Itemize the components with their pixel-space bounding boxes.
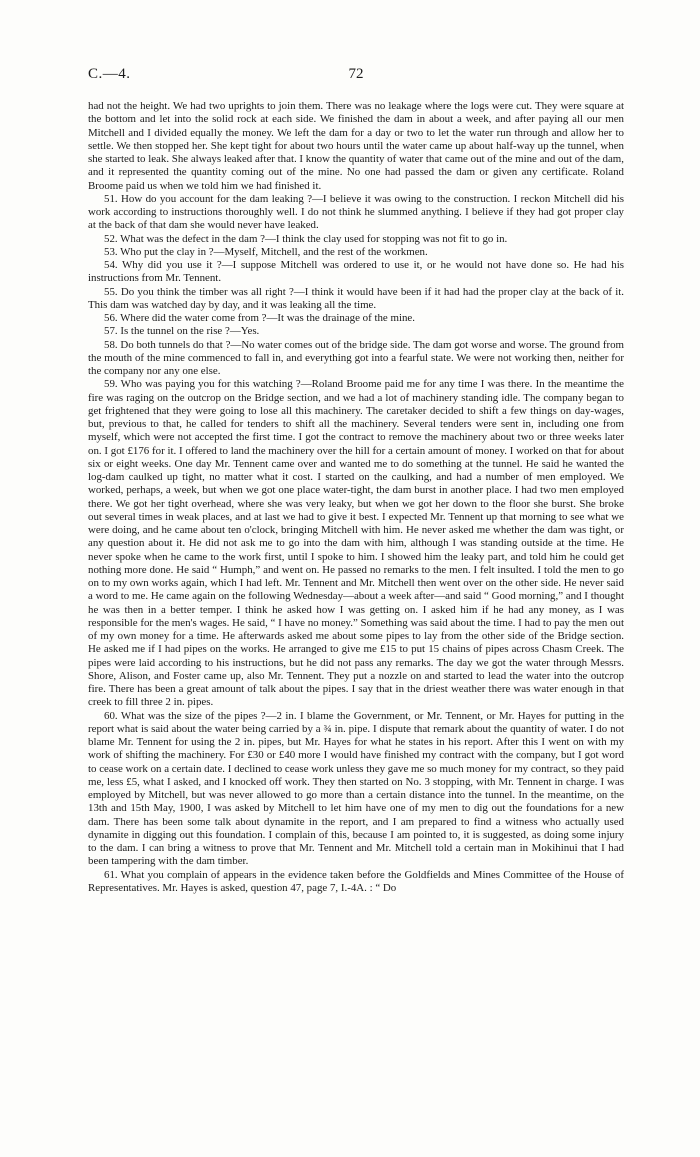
- paragraph-continuation: had not the height. We had two uprights to join them. There was no leakage where the logs were cut. They were square at the bottom and let into the solid rock at each side. We finished the dam in about a week, and after paying all our men Mitchell and I divided equally the money. We left the dam for a day or two to let the water run through and allow her to settle. We then stopped her. She kept tight for about two hours until the water came up about half-way up the tunnel, when she started to leak. She always leaked after that. I know the quantity of water that came out of the mine and out of the dam, and it represented the quantity coming out of the mine. No one had passed the dam or given any certificate. Roland Broome paid us when we told him we had finished it.: [88, 100, 624, 192]
- page-header: [88, 66, 624, 88]
- question-52: 52. What was the defect in the dam ?—I think the clay used for stopping was not fit to go in.: [104, 232, 508, 245]
- question-57: 57. Is the tunnel on the rise ?—Yes.: [104, 325, 260, 338]
- question-61: 61. What you complain of appears in the evidence taken before the Goldfields and Mines Committee of the House of Representatives. Mr. Hayes is asked, question 47, page 7, I.-4A. : “ Do: [88, 868, 624, 894]
- question-51: 51. How do you account for the dam leaking ?—I believe it was owing to the construction. I reckon Mitchell did his work according to instructions thoroughly well. I do not think he slummed anything. I believe if they had got proper clay at the back of that dam she would never have leaked.: [88, 192, 624, 232]
- question-56: 56. Where did the water come from ?—It was the drainage of the mine.: [104, 312, 415, 324]
- question-60: 60. What was the size of the pipes ?—2 in. I blame the Government, or Mr. Tennent, or Mr. Hayes for putting in the report what is said about the water being carried by a ¾ in. pipe. I dispute that remark about the quantity of water. I do not blame Mr. Tennent for using the 2 in. pipes, but Mr. Hayes for what he states in his report. After this I went on with my work of shifting the machinery. For £30 or £40 more I would have finished my contract with the company, but I got word to cease work on a certain date. I declined to cease work unless they gave me so much money for my contract, so they paid me, less £5, what I asked, and I knocked off work. They then started on No. 3 stopping, with Mr. Tennent in charge. I was employed by Mitchell, but was never allowed to go more than a certain distance into the tunnel. In the meantime, on the 13th and 15th May, 1900, I was asked by Mitchell to let him have one of my men to dig out the foundations for a new dam. There has been some talk about dynamite in the report, and I am prepared to find a witness who actually used dynamite in digging out this foundation. I complain of this, because I am pointed to, it is suggested, as doing some injury to the dam. I can bring a witness to prove that Mr. Tennent and Mr. Mitchell told a certain man in Mokihinui that I had been tampering with the dam timber.: [88, 709, 624, 868]
- page-number: 72: [348, 66, 364, 82]
- question-58: 58. Do both tunnels do that ?—No water comes out of the bridge side. The dam got worse and worse. The ground from the mouth of the mine commenced to fall in, and everything got into a fearful state. We were not working then, neither for the company nor any one else.: [88, 338, 624, 377]
- question-53: 53. Who put the clay in ?—Myself, Mitchell, and the rest of the workmen.: [104, 245, 428, 258]
- question-54: 54. Why did you use it ?—I suppose Mitchell was ordered to use it, or he would not have done so. He had his instructions from Mr. Tennent.: [88, 259, 624, 285]
- document-reference: C.—4.: [88, 66, 131, 82]
- evidence-text: [88, 100, 624, 895]
- question-59: 59. Who was paying you for this watching ?—Roland Broome paid me for any time I was there. In the meantime the fire was raging on the outcrop on the Bridge section, and we had a lot of machinery standing idle. The company began to get frightened that they were going to lose all this machinery. The caretaker decided to shift a few things on day-wages, but, previous to that, he called for tenders to shift all the machinery. Several tenders were sent in, including one from myself, which were not accepted the first time. I got the contract to remove the machinery about two or three weeks later on. I got £176 for it. I offered to land the machinery over the hill for a certain amount of money. I worked on that for about six or eight weeks. One day Mr. Tennent came over and wanted me to do something at the tunnel. He said he wanted the log-dam caulked up tight, no matter what it cost. I started on the caulking, and had a number of men employed. We worked, perhaps, a week, but when we got one place water-tight, the dam burst in another place. I had two men employed there. We got her tight overhead, where she was very leaky, but when we got her down to the floor she burst. She broke out several times in weak places, and at last we had to give it best. I expected Mr. Tennent up that morning to see what we were doing, and he came about ten o'clock, bringing Mitchell with him. He never asked me whether the dam was tight, or any question about it. He did not ask me to go into the dam with him, although I was standing outside at the time. He never spoke when he came to the work first, until I spoke to him. I showed him the leaky part, and told him he could get nothing more done. He said “ Humph,” and went on. He passed no remarks to the men. I felt insulted. I told the men to go on to my own works again, which I had left. Mr. Tennent and Mr. Mitchell then went over on the other side. He never said a word to me. He came again on the following Wednesday—about a week after—and said “ Good morning,” and I thought he was then in a better temper. I think he asked how I was getting on. I asked him if he had any money, as I was responsible for the men's wages. He said, “ I have no money.” Something was said about the time. I had to pay the men out of my own money for a time. He afterwards asked me about some pipes to lay from the other side of the Bridge section. He asked me if I had pipes on the works. He arranged to give me £15 to put 15 chains of pipes across Chasm Creek. The pipes were laid according to his instructions, but he did not pass any remarks. The day we got the water through Messrs. Shore, Alison, and Foster came up, also Mr. Tennent. They put a nozzle on and started to lead the water into the outcrop fire. There has been a great amount of talk about the pipes. I say that in the driest weather there was water enough in that creek to fill three 2 in. pipes.: [88, 378, 624, 709]
- question-55: 55. Do you think the timber was all right ?—I think it would have been if it had had the proper clay at the back of it. This dam was watched day by day, and it was leaking all the time.: [88, 285, 624, 311]
